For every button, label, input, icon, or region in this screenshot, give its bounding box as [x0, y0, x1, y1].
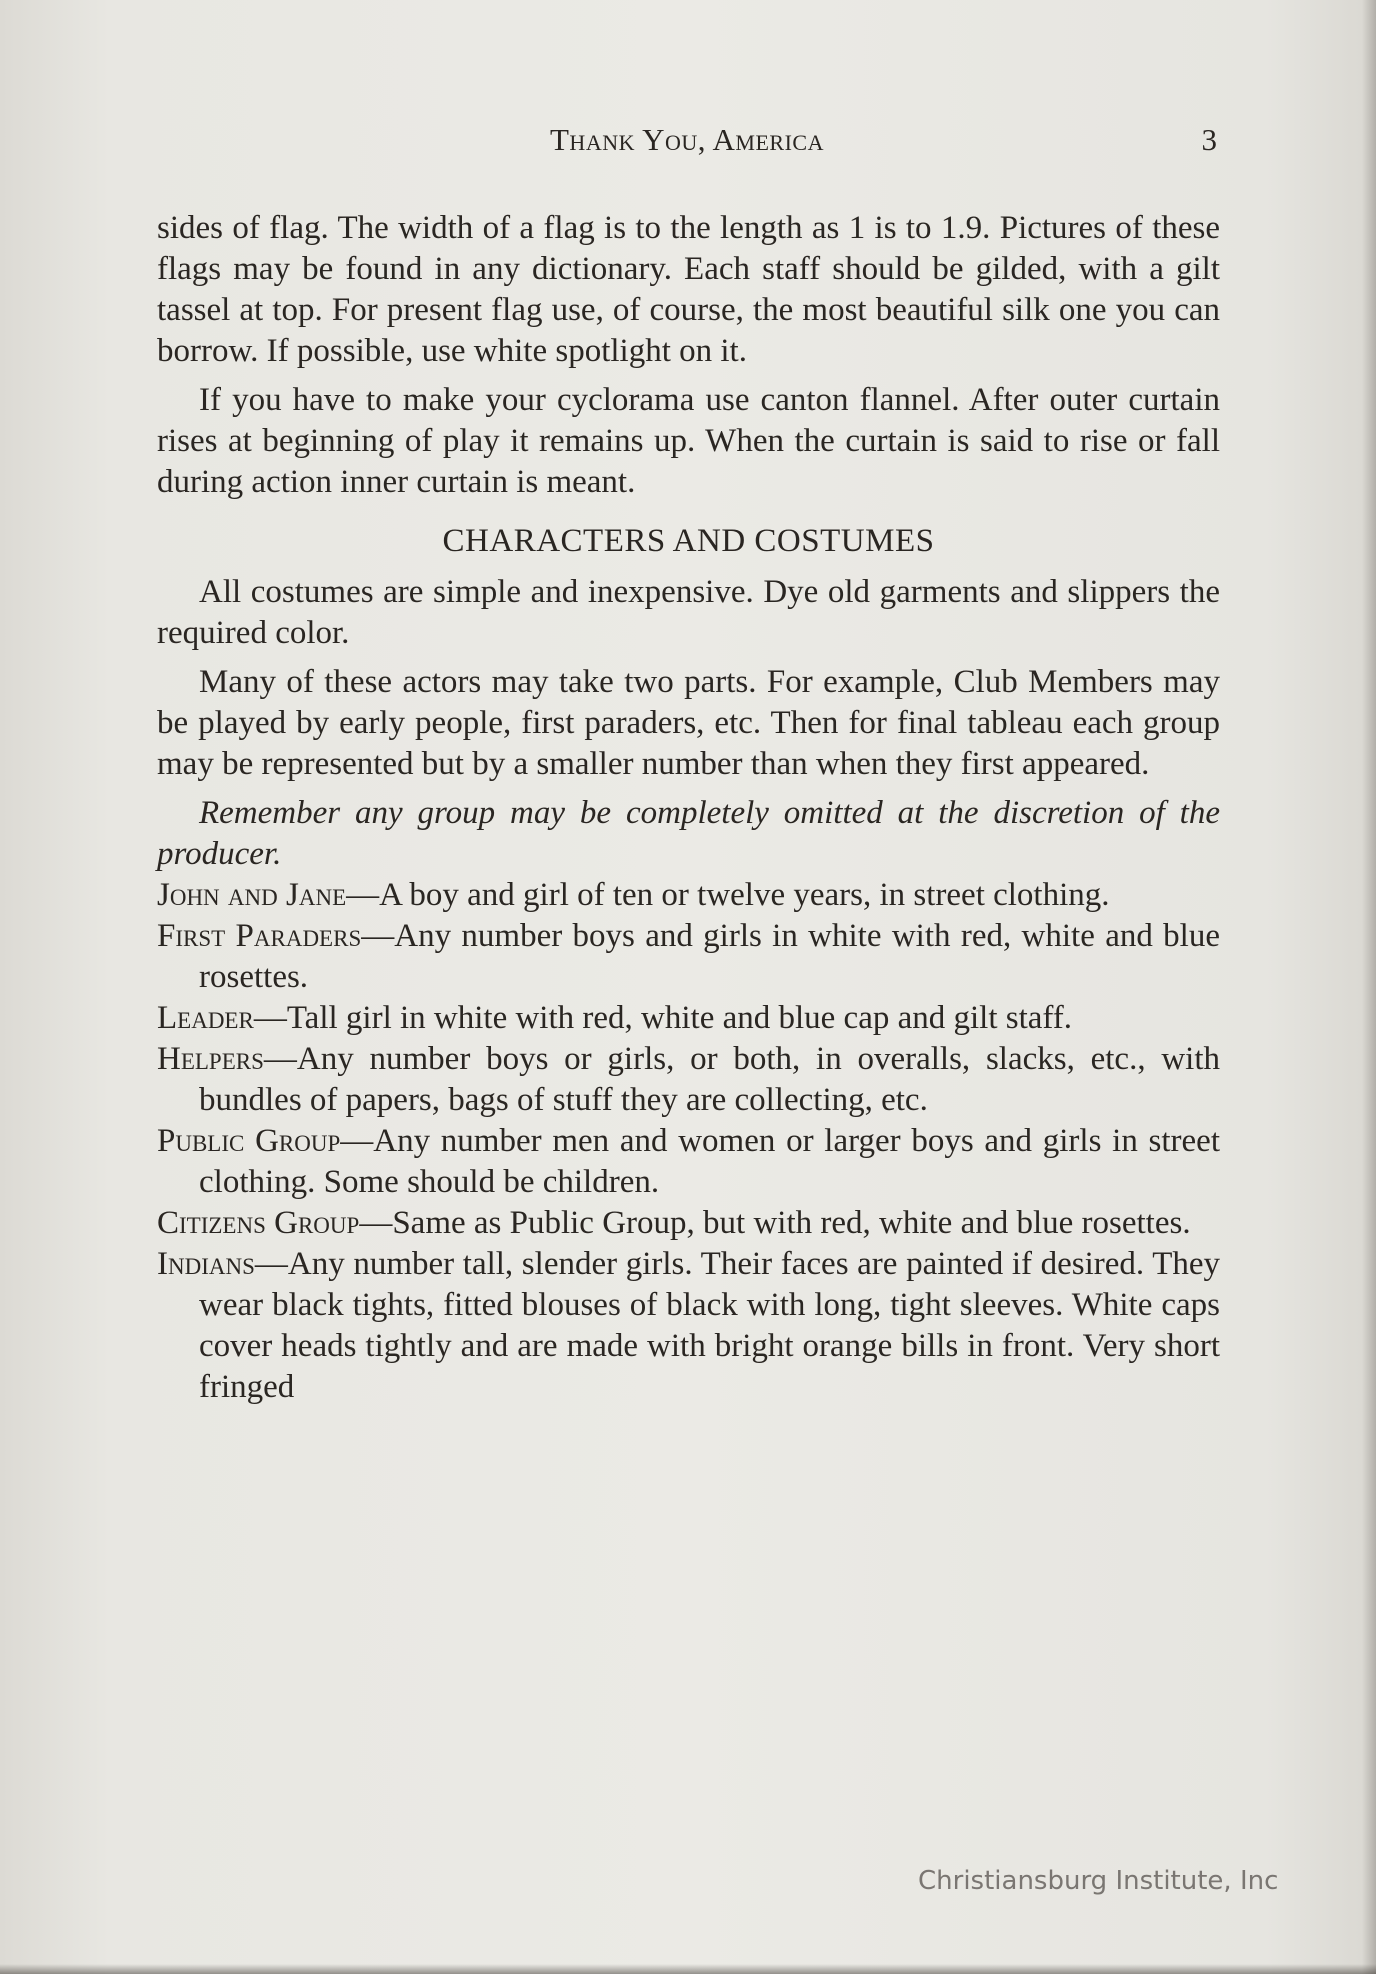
page-number: 3 — [1201, 122, 1217, 157]
character-entry: Leader—Tall girl in white with red, white and blue cap and gilt staff. — [157, 1000, 1073, 1036]
section-heading: CHARACTERS AND COSTUMES — [442, 523, 935, 559]
character-description: Any number tall, slender girls. Their faces are painted if desired. They wear black tights, fitted blouses of black with long, tight sleeves. White caps cover heads tightly and are made with bright orange bills in front. Very short fringed — [199, 1246, 1220, 1405]
paragraph: Many of these actors may take two parts. For example, Club Members may be played by early people, first paraders, etc. Then for final tableau each group may be represented but by a smaller number than when they first appeared. — [157, 664, 1220, 782]
character-description: Any number boys and girls in white with red, white and blue rosettes. — [199, 918, 1220, 995]
character-name: John and Jane — [157, 877, 347, 913]
page-header — [157, 122, 1217, 172]
page-bottom-shadow — [0, 1964, 1376, 1974]
character-entry: Indians—Any number tall, slender girls. Their faces are painted if desired. They wear black tights, fitted blouses of black with long, tight sleeves. White caps cover heads tightly and are made with bright orange bills in front. Very short fringed — [157, 1246, 1220, 1405]
page-edge-shadow — [1362, 0, 1376, 1974]
character-entry: First Paraders—Any number boys and girls in white with red, white and blue rosettes. — [157, 918, 1220, 995]
character-name: First Paraders — [157, 918, 362, 954]
character-name: Helpers — [157, 1041, 264, 1077]
character-description: Tall girl in white with red, white and blue cap and gilt staff. — [286, 1000, 1073, 1036]
character-name: Citizens Group — [157, 1205, 360, 1241]
paragraph: sides of flag. The width of a flag is to the length as 1 is to 1.9. Pictures of these flags may be found in any dictionary. Each staff should be gilded, with a gilt tassel at top. For present flag use, of course, the most beautiful silk one you can borrow. If possible, use white spotlight on it. — [157, 210, 1220, 369]
character-description: Any number men and women or larger boys and girls in street clothing. Some should be children. — [199, 1123, 1220, 1200]
paragraph: All costumes are simple and inexpensive. Dye old garments and slippers the required color. — [157, 574, 1220, 651]
body-text — [157, 208, 1220, 1408]
watermark: Christiansburg Institute, Inc — [918, 1866, 1279, 1896]
character-entry: Public Group—Any number men and women or larger boys and girls in street clothing. Some should be children. — [157, 1123, 1220, 1200]
producer-note: Remember any group may be completely omitted at the discretion of the producer. — [157, 795, 1220, 872]
character-entry: Helpers—Any number boys or girls, or both, in overalls, slacks, etc., with bundles of papers, bags of stuff they are collecting, etc. — [157, 1041, 1220, 1118]
running-title: Thank You, America — [550, 122, 824, 157]
paragraph: If you have to make your cyclorama use canton flannel. After outer curtain rises at beginning of play it remains up. When the curtain is said to rise or fall during action inner curtain is meant. — [157, 382, 1220, 500]
character-description: A boy and girl of ten or twelve years, in street clothing. — [379, 877, 1110, 913]
character-entry: Citizens Group—Same as Public Group, but with red, white and blue rosettes. — [157, 1205, 1191, 1241]
character-name: Public Group — [157, 1123, 341, 1159]
character-description: Any number boys or girls, or both, in overalls, slacks, etc., with bundles of papers, bags of stuff they are collecting, etc. — [199, 1041, 1220, 1118]
character-name: Leader — [157, 1000, 254, 1036]
character-entry: John and Jane—A boy and girl of ten or twelve years, in street clothing. — [157, 877, 1110, 913]
character-name: Indians — [157, 1246, 255, 1282]
character-description: Same as Public Group, but with red, white and blue rosettes. — [392, 1205, 1191, 1241]
